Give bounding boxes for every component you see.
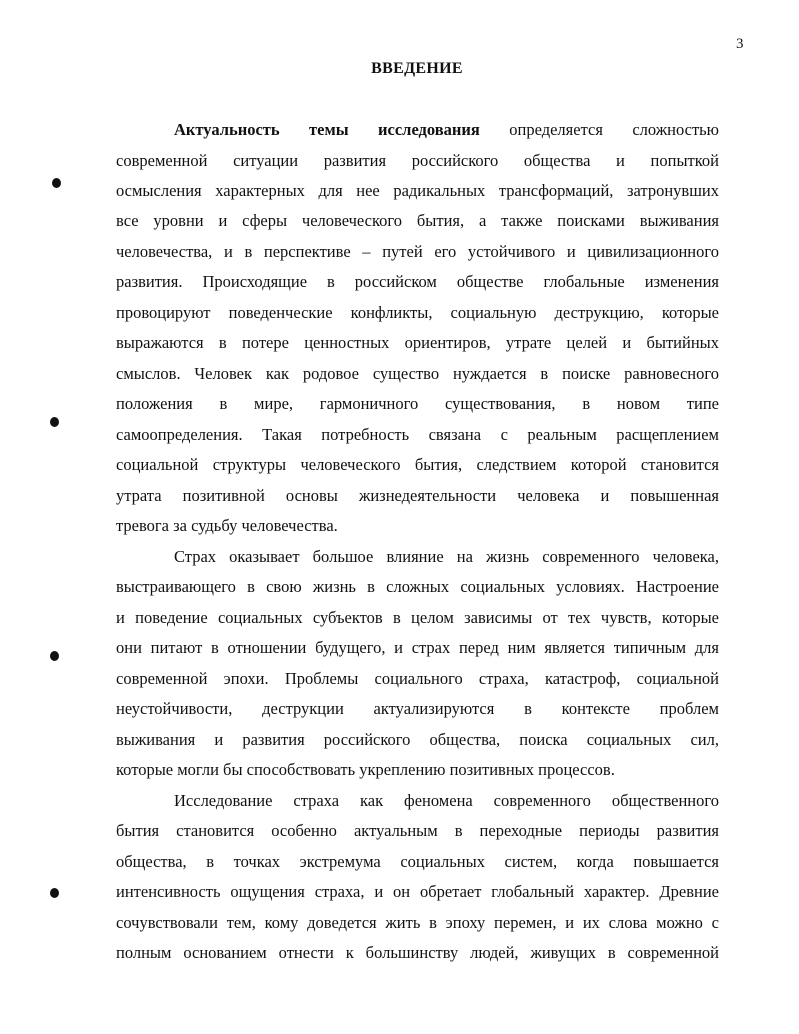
text-line: бытия становится особенно актуальным в переходные периоды развития xyxy=(116,821,719,840)
punch-hole-mark xyxy=(50,417,59,427)
text-line: самоопределения. Такая потребность связана с реальным расщеплением xyxy=(116,425,719,444)
text-line: общества, в точках экстремума социальных систем, когда повышается xyxy=(116,852,719,871)
text-line: провоцируют поведенческие конфликты, социальную деструкцию, которые xyxy=(116,303,719,322)
text-line: выживания и развития российского общества, поиска социальных сил, xyxy=(116,730,719,749)
text-line: все уровни и сферы человеческого бытия, а также поисками выживания xyxy=(116,211,719,230)
text-line: развития. Происходящие в российском обществе глобальные изменения xyxy=(116,272,719,291)
text-line: выражаются в потере ценностных ориентиров, утрате целей и бытийных xyxy=(116,333,719,352)
relevance-heading-phrase: Актуальность темы исследования xyxy=(174,120,480,139)
text-line: человечества, и в перспективе – путей его устойчивого и цивилизационного xyxy=(116,242,719,261)
punch-hole-mark xyxy=(50,888,59,898)
text-line: осмысления характерных для нее радикальных трансформаций, затронувших xyxy=(116,181,719,200)
line-text: определяется сложностью xyxy=(509,120,719,139)
text-line: полным основанием отнести к большинству людей, живущих в современной xyxy=(116,943,719,962)
page-heading: ВВЕДЕНИЕ xyxy=(371,60,463,77)
text-line: которые могли бы способствовать укреплению позитивных процессов. xyxy=(116,760,615,779)
text-line: современной ситуации развития российского общества и попыткой xyxy=(116,151,719,170)
text-line: Исследование страха как феномена современного общественного xyxy=(174,791,719,810)
text-line: и поведение социальных субъектов в целом зависимы от тех чувств, которые xyxy=(116,608,719,627)
punch-hole-mark xyxy=(50,651,59,661)
text-line: они питают в отношении будущего, и страх перед ним является типичным для xyxy=(116,638,719,657)
punch-hole-mark xyxy=(52,178,61,188)
paragraph-1-line-1 xyxy=(174,119,719,141)
text-line: интенсивность ощущения страха, и он обретает глобальный характер. Древние xyxy=(116,882,719,901)
text-line: положения в мире, гармоничного существования, в новом типе xyxy=(116,394,719,413)
text-line: тревога за судьбу человечества. xyxy=(116,516,338,535)
text-line: утрата позитивной основы жизнедеятельности человека и повышенная xyxy=(116,486,719,505)
text-line: сочувствовали тем, кому доведется жить в эпоху перемен, и их слова можно с xyxy=(116,913,719,932)
page-number: 3 xyxy=(736,36,744,52)
text-line: Страх оказывает большое влияние на жизнь современного человека, xyxy=(174,547,719,566)
text-line: выстраивающего в свою жизнь в сложных социальных условиях. Настроение xyxy=(116,577,719,596)
text-line: смыслов. Человек как родовое существо нуждается в поиске равновесного xyxy=(116,364,719,383)
text-line: современной эпохи. Проблемы социального страха, катастроф, социальной xyxy=(116,669,719,688)
text-line: социальной структуры человеческого бытия, следствием которой становится xyxy=(116,455,719,474)
text-line: неустойчивости, деструкции актуализируются в контексте проблем xyxy=(116,699,719,718)
